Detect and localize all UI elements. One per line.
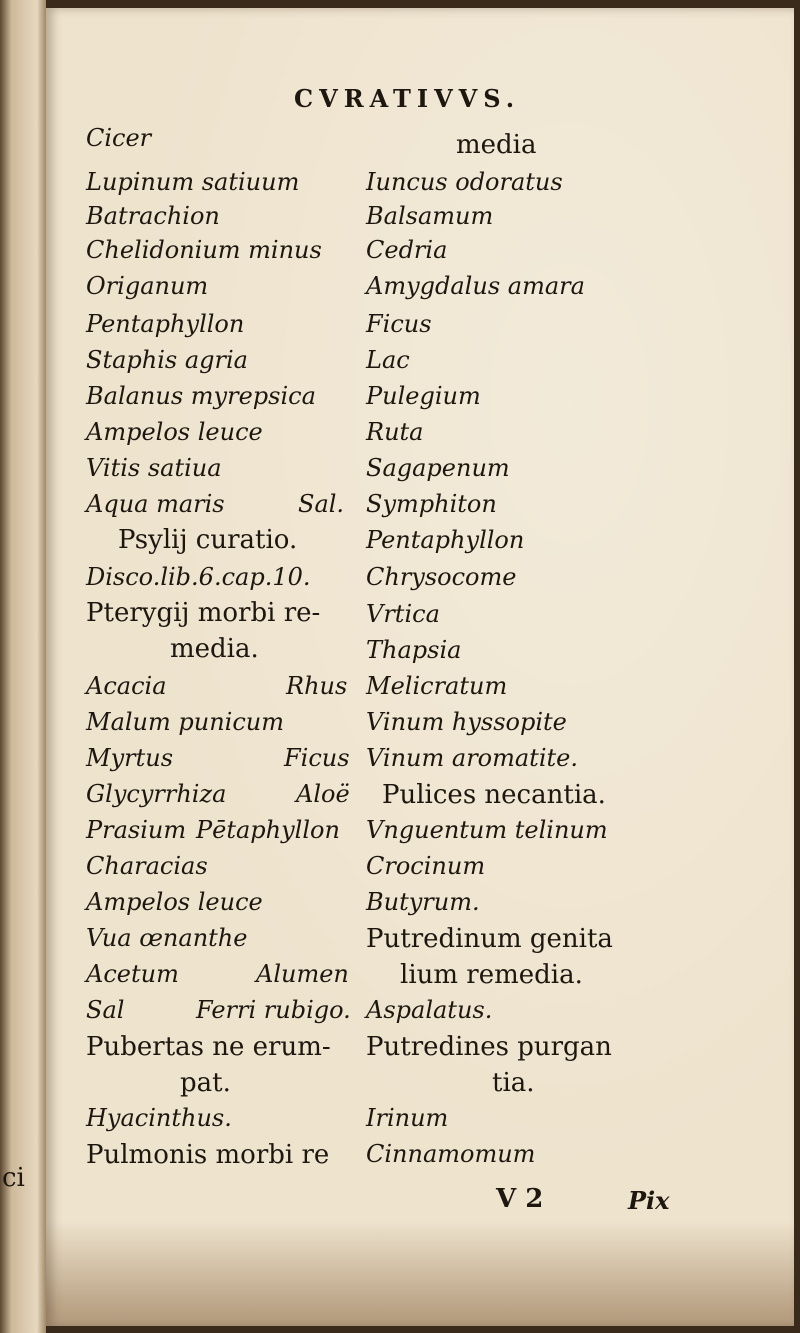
- left-entry: Prasium: [86, 816, 187, 844]
- right-entry: Pulegium: [366, 382, 481, 410]
- left-entry-pair: Ficus: [284, 744, 350, 772]
- right-entry: Pentaphyllon: [366, 526, 525, 554]
- left-heading: pat.: [180, 1068, 231, 1098]
- right-entry: Vinum aromatite.: [366, 744, 578, 772]
- right-entry: Butyrum.: [366, 888, 480, 916]
- right-heading: Putredinum genita: [366, 924, 613, 954]
- left-entry: Vitis satiua: [86, 454, 222, 482]
- left-entry: Cicer: [86, 124, 152, 152]
- left-entry: Chelidonium minus: [86, 236, 322, 264]
- left-heading: Pubertas ne erum-: [86, 1032, 331, 1062]
- facing-page-text: ci: [2, 1163, 25, 1193]
- right-entry: Vnguentum telinum: [366, 816, 608, 844]
- right-entry: Amygdalus amara: [366, 272, 585, 300]
- right-entry: Ficus: [366, 310, 432, 338]
- right-entry: Ruta: [366, 418, 424, 446]
- left-heading: Psylij curatio.: [118, 525, 298, 555]
- right-entry: Chrysocome: [366, 563, 517, 591]
- right-entry: Melicratum: [366, 672, 508, 700]
- left-entry: Batrachion: [86, 202, 220, 230]
- right-heading: Pulices necantia.: [382, 780, 606, 810]
- right-entry: Vinum hyssopite: [366, 708, 567, 736]
- right-entry: Irinum: [366, 1104, 449, 1132]
- signature-mark: V 2: [496, 1184, 544, 1214]
- right-heading: media: [456, 130, 537, 160]
- facing-page-edge: [0, 0, 46, 1333]
- right-heading: Putredines purgan: [366, 1032, 612, 1062]
- left-heading: Pterygij morbi re-: [86, 598, 321, 628]
- left-entry: Aqua maris: [86, 490, 225, 518]
- left-entry-pair: Pētaphyllon: [196, 816, 340, 844]
- right-entry: Lac: [366, 346, 410, 374]
- left-entry-pair: Ferri rubigo.: [196, 996, 351, 1024]
- left-entry: Hyacinthus.: [86, 1104, 232, 1132]
- catchword: Pix: [628, 1186, 670, 1215]
- left-entry: Balanus myrepsica: [86, 382, 316, 410]
- left-entry: Sal: [86, 996, 125, 1024]
- right-entry: Vrtica: [366, 600, 440, 628]
- left-entry: Malum punicum: [86, 708, 285, 736]
- right-entry: Cedria: [366, 236, 448, 264]
- right-entry: Symphiton: [366, 490, 497, 518]
- right-entry: Thapsia: [366, 636, 462, 664]
- right-heading: tia.: [492, 1068, 535, 1098]
- left-entry: Characias: [86, 852, 208, 880]
- right-heading: lium remedia.: [400, 960, 583, 990]
- right-entry: Aspalatus.: [366, 996, 493, 1024]
- left-entry-pair: Sal.: [298, 490, 345, 518]
- left-entry-pair: Alumen: [256, 960, 349, 988]
- left-entry-pair: Rhus: [286, 672, 348, 700]
- left-heading: Pulmonis morbi re: [86, 1140, 330, 1170]
- left-entry: Origanum: [86, 272, 209, 300]
- left-entry: Lupinum satiuum: [86, 168, 300, 196]
- right-entry: Balsamum: [366, 202, 494, 230]
- left-entry: Disco.lib.6.cap.10.: [86, 563, 311, 591]
- left-entry: Acetum: [86, 960, 179, 988]
- running-header: CVRATIVVS.: [294, 84, 521, 113]
- left-entry: Pentaphyllon: [86, 310, 245, 338]
- left-entry: Glycyrrhiza: [86, 780, 227, 808]
- left-heading: media.: [170, 634, 259, 664]
- left-entry: Staphis agria: [86, 346, 248, 374]
- right-entry: Iuncus odoratus: [366, 168, 563, 196]
- left-entry: Acacia: [86, 672, 167, 700]
- right-entry: Cinnamomum: [366, 1140, 536, 1168]
- right-entry: Sagapenum: [366, 454, 510, 482]
- left-entry: Ampelos leuce: [86, 418, 263, 446]
- right-entry: Crocinum: [366, 852, 486, 880]
- left-entry: Ampelos leuce: [86, 888, 263, 916]
- left-entry-pair: Aloë: [296, 780, 350, 808]
- book-page: [46, 8, 794, 1326]
- left-entry: Vua œnanthe: [86, 924, 248, 952]
- left-entry: Myrtus: [86, 744, 174, 772]
